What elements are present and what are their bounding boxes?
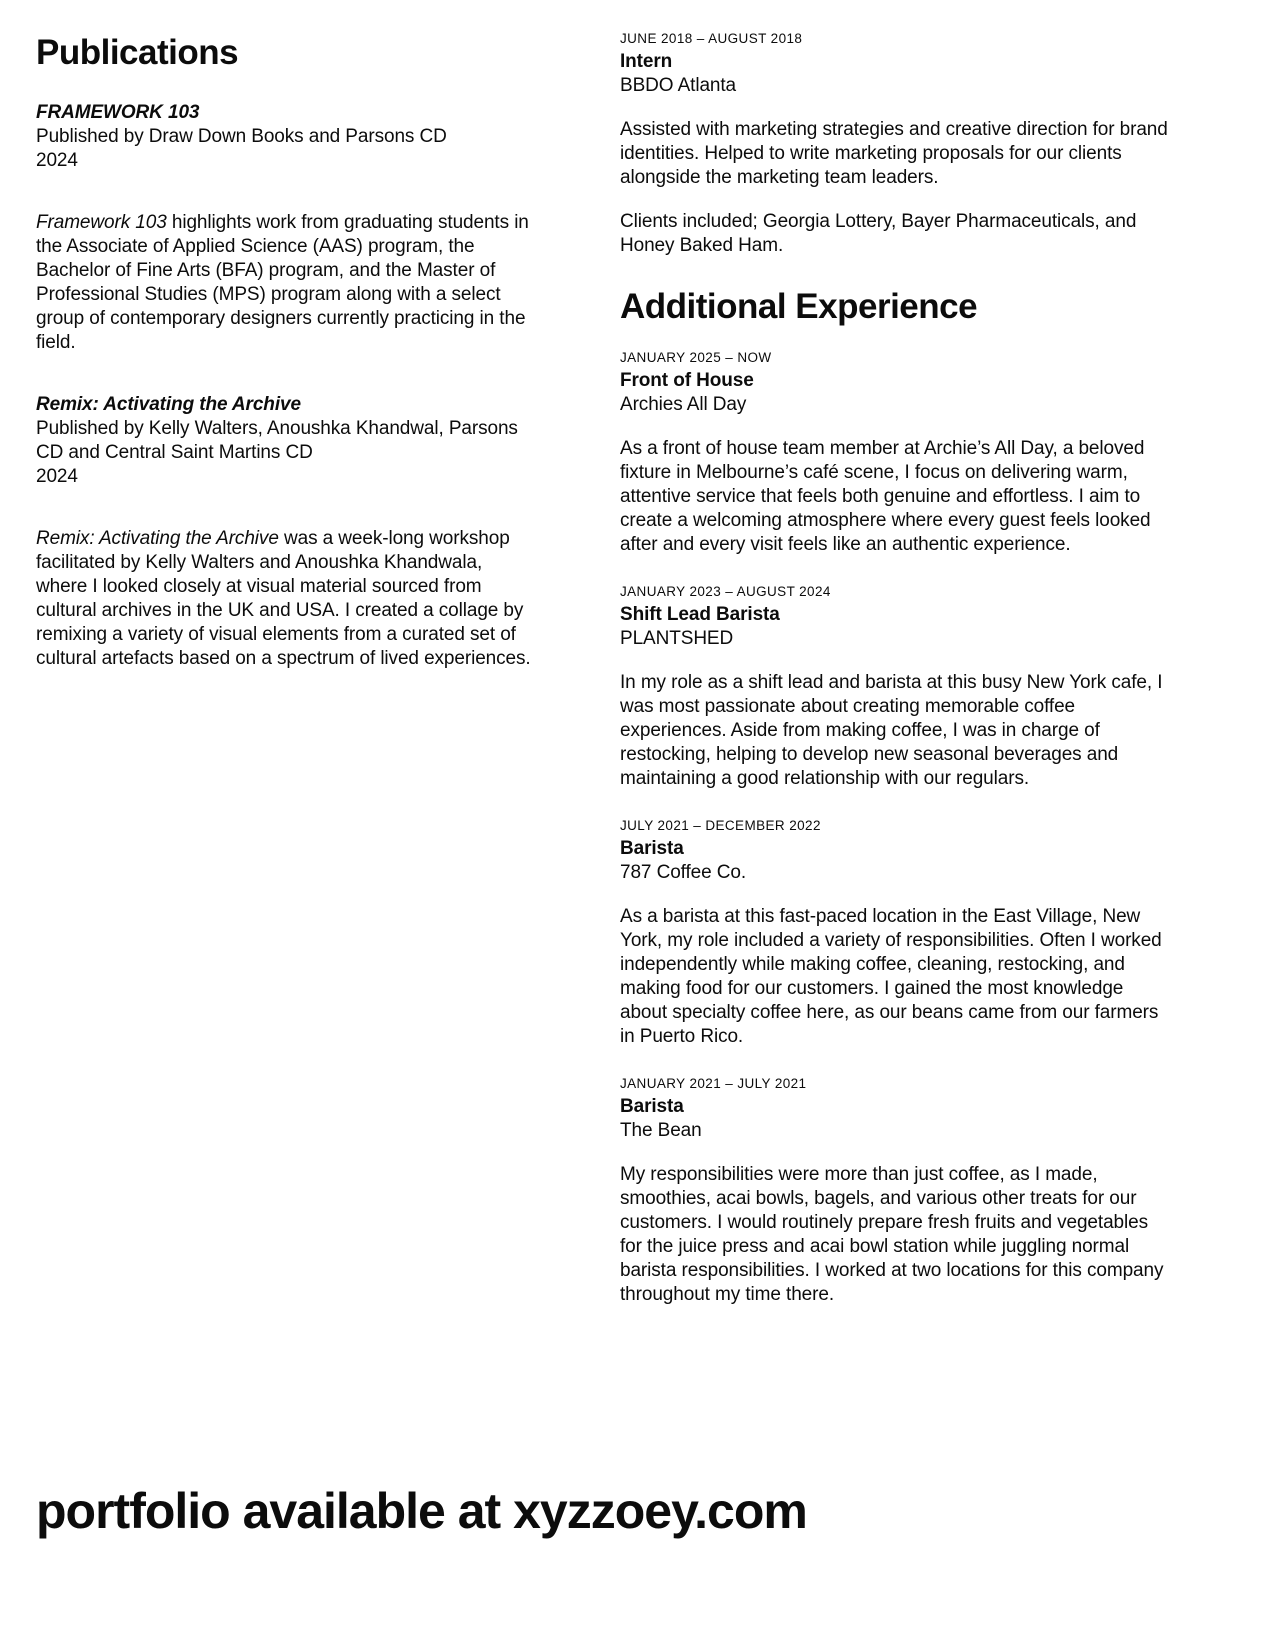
job-dates: JUNE 2018 – AUGUST 2018	[620, 31, 803, 46]
additional-experience-heading: Additional Experience	[620, 287, 978, 326]
job-title: Barista	[620, 837, 684, 859]
publication-desc-rest: highlights work from graduating students in the Associate of Applied Science (AAS) program, the Bachelor of Fine Arts (BFA) program, and the Master of Professional Studies (MPS) program along with a select group of contemporary designers currently practicing in the field.	[36, 211, 529, 353]
job-shift-lead-barista	[620, 583, 1168, 791]
publication-year: 2024	[36, 149, 78, 171]
job-company: PLANTSHED	[620, 627, 734, 649]
job-title: Intern	[620, 51, 673, 72]
publication-desc-lead: Framework 103	[36, 211, 167, 233]
publication-year: 2024	[36, 465, 78, 487]
publication-publisher: Published by Draw Down Books and Parsons CD	[36, 125, 447, 147]
publications-section	[36, 34, 536, 709]
job-intern	[620, 30, 1168, 258]
job-company: 787 Coffee Co.	[620, 861, 747, 883]
experience-section	[620, 30, 1168, 1333]
job-company: Archies All Day	[620, 393, 747, 415]
job-description: My responsibilities were more than just coffee, as I made, smoothies, acai bowls, bagels, and various other treats for our customers. I would routinely prepare fresh fruits and vegetables for the juice press and acai bowl station while juggling normal barista responsibilities. I worked at two locations for this company throughout my time there.	[620, 1163, 1164, 1305]
publication-publisher: Published by Kelly Walters, Anoushka Khandwal, Parsons CD and Central Saint Martins CD	[36, 417, 518, 463]
publications-heading: Publications	[36, 33, 239, 72]
publication-item-remix	[36, 393, 536, 671]
job-clients: Clients included; Georgia Lottery, Bayer Pharmaceuticals, and Honey Baked Ham.	[620, 211, 1137, 256]
portfolio-footer-text: portfolio available at xyzzoey.com	[36, 1483, 807, 1539]
job-barista-the-bean	[620, 1075, 1168, 1307]
job-title: Barista	[620, 1095, 684, 1117]
job-description: As a barista at this fast-paced location in the East Village, New York, my role included a variety of responsibilities. Often I worked independently while making coffee, cleaning, restocking, and making food for our customers. I gained the most knowledge about specialty coffee here, as our beans came from our farmers in Puerto Rico.	[620, 905, 1162, 1047]
publication-title: FRAMEWORK 103	[36, 101, 200, 123]
publication-title: Remix: Activating the Archive	[36, 393, 301, 415]
job-title: Shift Lead Barista	[620, 603, 780, 625]
job-dates: JANUARY 2025 – NOW	[620, 349, 772, 365]
job-description: As a front of house team member at Archie’s All Day, a beloved fixture in Melbourne’s café scene, I focus on delivering warm, attentive service that feels both genuine and effortless. I aim to create a welcoming atmosphere where every guest feels looked after and every visit feels like an authentic experience.	[620, 437, 1151, 555]
job-description: In my role as a shift lead and barista at this busy New York cafe, I was most passionate about creating memorable coffee experiences. Aside from making coffee, I was in charge of restocking, helping to develop new seasonal beverages and maintaining a good relationship with our regulars.	[620, 671, 1163, 789]
publication-description	[36, 527, 536, 671]
publication-description	[36, 211, 536, 355]
publication-item-framework	[36, 101, 536, 355]
job-front-of-house	[620, 349, 1168, 557]
publication-desc-lead: Remix: Activating the Archive	[36, 527, 279, 549]
job-dates: JULY 2021 – DECEMBER 2022	[620, 817, 821, 833]
job-company: BBDO Atlanta	[620, 75, 737, 96]
job-barista-787	[620, 817, 1168, 1049]
job-description: Assisted with marketing strategies and creative direction for brand identities. Helped to write marketing proposals for our clients alongside the marketing team leaders.	[620, 119, 1168, 188]
job-dates: JANUARY 2023 – AUGUST 2024	[620, 583, 831, 599]
job-dates: JANUARY 2021 – JULY 2021	[620, 1075, 807, 1091]
job-company: The Bean	[620, 1119, 702, 1141]
publication-desc-rest: was a week-long workshop facilitated by Kelly Walters and Anoushka Khandwala, where I looked closely at visual material sourced from cultural archives in the UK and USA. I created a collage by remixing a variety of visual elements from a curated set of cultural artefacts based on a spectrum of lived experiences.	[36, 527, 531, 669]
job-title: Front of House	[620, 369, 754, 391]
